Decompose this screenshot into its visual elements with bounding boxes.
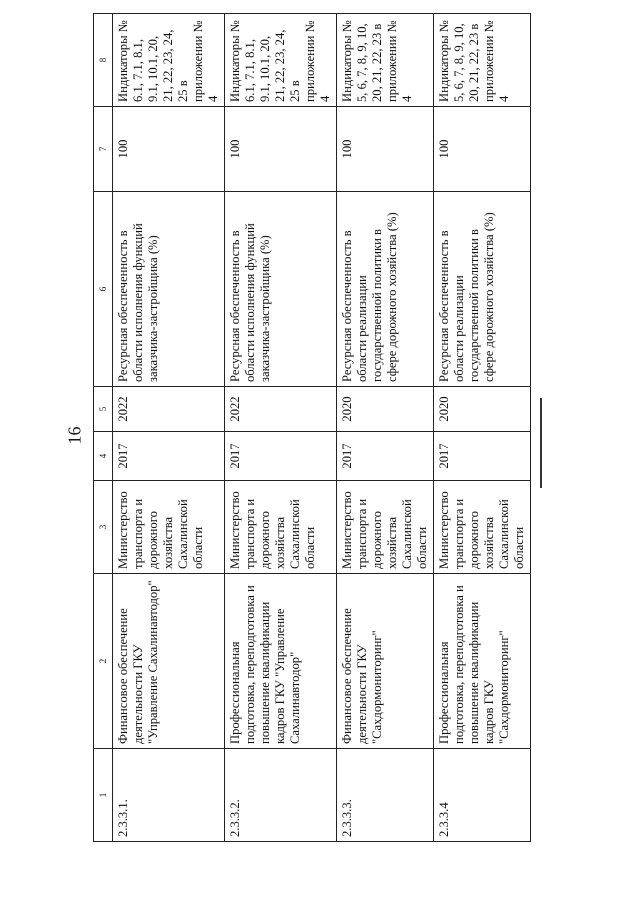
result-value: 100	[337, 107, 434, 192]
expected-result: Ресурсная обеспеченность в области исполнения функций заказчика-застройщика (%)	[225, 192, 337, 387]
expected-result: Ресурсная обеспеченность в области реализации государственной политики в сфере дорожного хозяйства (%)	[434, 192, 531, 387]
table-row	[337, 14, 434, 842]
indicators: Индикаторы № 5, 6, 7, 8, 9, 10, 20, 21, 22, 23 в приложении № 4	[337, 14, 434, 107]
measure-name: Финансовое обеспечение деятельности ГКУ "Сахдормониторинг"	[337, 574, 434, 749]
measure-name: Профессиональная подготовка, переподготовка и повышение квалификации кадров ГКУ "Управление Сахалинавтодор"	[225, 574, 337, 749]
row-number: 2.3.3.2.	[225, 749, 337, 842]
start-year: 2017	[113, 432, 225, 481]
indicators: Индикаторы № 5, 6, 7, 8, 9, 10, 20, 21, 22, 23 в приложении № 4	[434, 14, 531, 107]
page-number: 16	[64, 426, 85, 445]
indicators: Индикаторы № 6.1, 7.1, 8.1, 9.1, 10.1, 20, 21, 22, 23, 24, 25 в приложении № 4	[113, 14, 225, 107]
end-year: 2020	[434, 387, 531, 432]
executor: Министерство транспорта и дорожного хозяйства Сахалинской области	[434, 481, 531, 574]
result-value: 100	[434, 107, 531, 192]
end-year: 2022	[113, 387, 225, 432]
col-header-5: 5	[94, 387, 113, 432]
col-header-3: 3	[94, 481, 113, 574]
executor: Министерство транспорта и дорожного хозяйства Сахалинской области	[225, 481, 337, 574]
header-row	[94, 14, 113, 842]
col-header-2: 2	[94, 574, 113, 749]
executor: Министерство транспорта и дорожного хозяйства Сахалинской области	[113, 481, 225, 574]
row-number: 2.3.3.3.	[337, 749, 434, 842]
start-year: 2017	[225, 432, 337, 481]
result-value: 100	[225, 107, 337, 192]
result-value: 100	[113, 107, 225, 192]
expected-result: Ресурсная обеспеченность в области исполнения функций заказчика-застройщика (%)	[113, 192, 225, 387]
measure-name: Финансовое обеспечение деятельности ГКУ "Управление Сахалинавтодор"	[113, 574, 225, 749]
rotated-table-sheet	[93, 14, 526, 842]
measure-name: Профессиональная подготовка, переподготовка и повышение квалификации кадров ГКУ "Сахдормониторинг"	[434, 574, 531, 749]
end-year: 2022	[225, 387, 337, 432]
row-number: 2.3.3.4	[434, 749, 531, 842]
table-row	[113, 14, 225, 842]
col-header-1: 1	[94, 749, 113, 842]
end-year: 2020	[337, 387, 434, 432]
table-row	[434, 14, 531, 842]
start-year: 2017	[434, 432, 531, 481]
indicators: Индикаторы № 6.1, 7.1, 8.1, 9.1, 10.1, 20, 21, 22, 23, 24, 25 в приложении № 4	[225, 14, 337, 107]
row-number: 2.3.3.1.	[113, 749, 225, 842]
executor: Министерство транспорта и дорожного хозяйства Сахалинской области	[337, 481, 434, 574]
table-row	[225, 14, 337, 842]
col-header-7: 7	[94, 107, 113, 192]
col-header-4: 4	[94, 432, 113, 481]
col-header-6: 6	[94, 192, 113, 387]
expected-result: Ресурсная обеспеченность в области реализации государственной политики в сфере дорожного хозяйства (%)	[337, 192, 434, 387]
col-header-8: 8	[94, 14, 113, 107]
start-year: 2017	[337, 432, 434, 481]
scan-artifact-line	[540, 398, 542, 488]
measures-table	[93, 13, 531, 842]
